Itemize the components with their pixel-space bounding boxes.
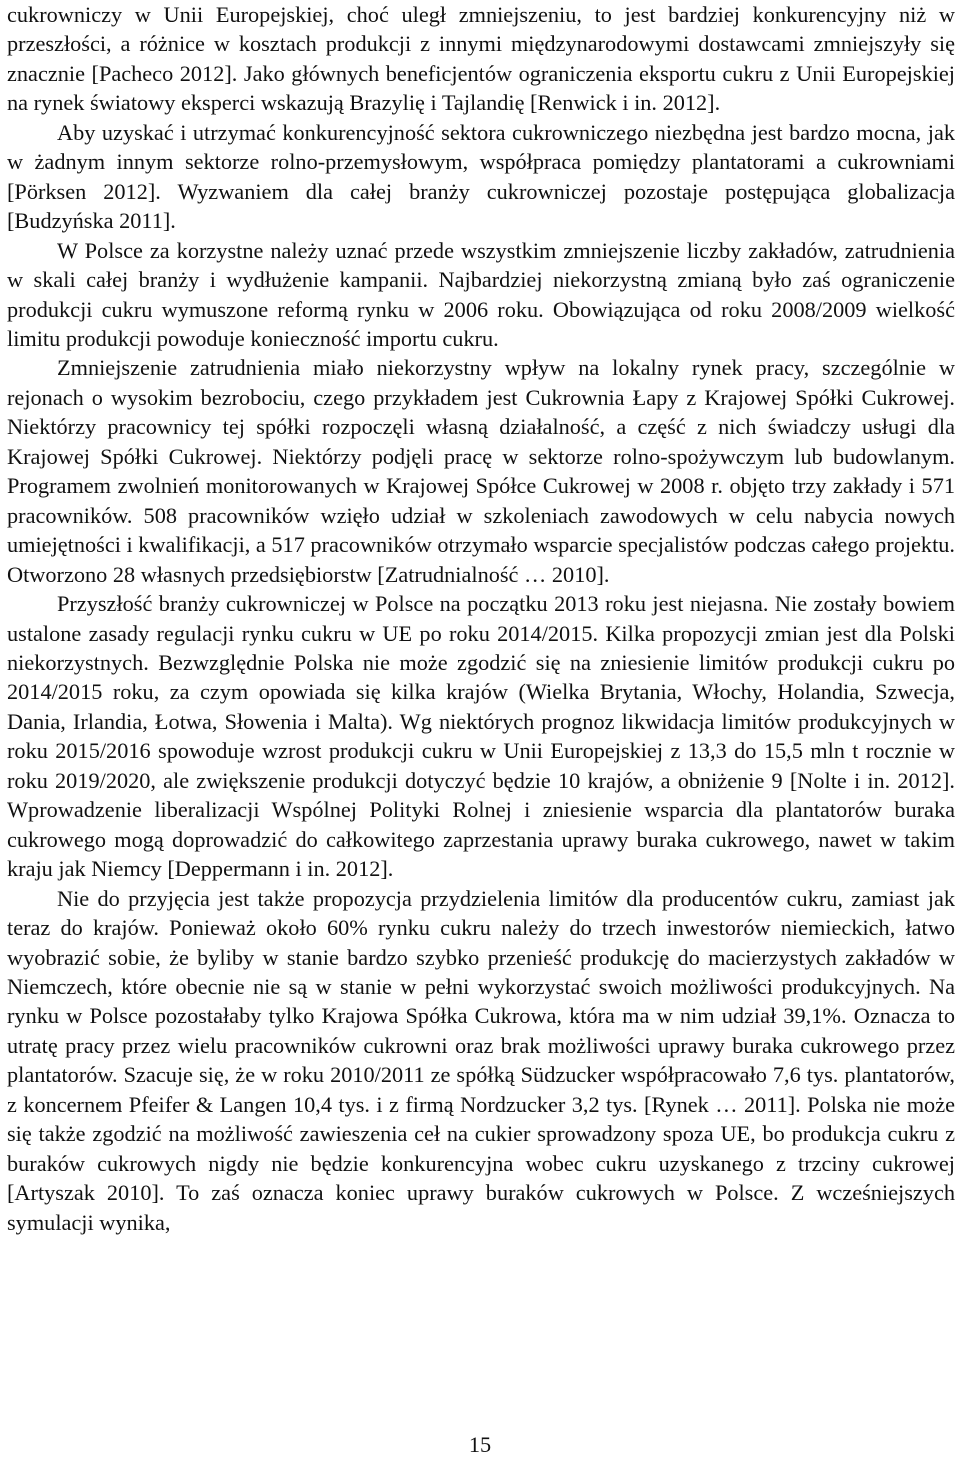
paragraph-4: Zmniejszenie zatrudnienia miało niekorzystny wpływ na lokalny rynek pracy, szczególnie w rejonach o wysokim bezrobociu, czego przykładem jest Cukrownia Łapy z Krajowej Spółki Cukrowej. Niektórzy pracownicy tej spółki rozpoczęli własną działalność, a część z nich świadczy usługi dla Krajowej Spółki Cukrowej. Niektórzy podjęli pracę w sektorze rolno-spożywczym lub budowlanym. Programem zwolnień monitorowanych w Krajowej Spółce Cukrowej w 2008 r. objęto trzy zakłady i 571 pracowników. 508 pracowników wzięło udział w szkoleniach zawodowych w celu nabycia nowych umiejętności i kwalifikacji, a 517 pracowników otrzymało wsparcie specjalistów podczas całego projektu. Otworzono 28 własnych przedsiębiorstw [Zatrudnialność … 2010]. [7, 355, 955, 587]
paragraph-1: cukrowniczy w Unii Europejskiej, choć uległ zmniejszeniu, to jest bardziej konkurencyjny niż w przeszłości, a różnice w kosztach produkcji z innymi międzynarodowymi dostawcami zmniejszyły się znacznie [Pacheco 2012]. Jako głównych beneficjentów ograniczenia eksportu cukru z Unii Europejskiej na rynek światowy eksperci wskazują Brazylię i Tajlandię [Renwick i in. 2012]. [7, 2, 955, 116]
paragraph-5: Przyszłość branży cukrowniczej w Polsce na początku 2013 roku jest niejasna. Nie zostały bowiem ustalone zasady regulacji rynku cukru w UE po roku 2014/2015. Kilka propozycji zmian jest dla Polski niekorzystnych. Bezwzględnie Polska nie może zgodzić się na zniesienie limitów produkcji cukru po 2014/2015 roku, za czym opowiada się kilka krajów (Wielka Brytania, Włochy, Holandia, Szwecja, Dania, Irlandia, Łotwa, Słowenia i Malta). Wg niektórych prognoz likwidacja limitów produkcyjnych w roku 2015/2016 spowoduje wzrost produkcji cukru w Unii Europejskiej z 13,3 do 15,5 mln t rocznie w roku 2019/2020, ale zwiększenie produkcji dotyczyć będzie 10 krajów, a obniżenie 9 [Nolte i in. 2012]. Wprowadzenie liberalizacji Wspólnej Polityki Rolnej i zniesienie wsparcia dla plantatorów buraka cukrowego mogą doprowadzić do całkowitego zaprzestania uprawy buraka cukrowego, nawet w takim kraju jak Niemcy [Deppermann i in. 2012]. [7, 591, 955, 882]
paragraph-2: Aby uzyskać i utrzymać konkurencyjność sektora cukrowniczego niezbędna jest bardzo mocna, jak w żadnym innym sektorze rolno-przemysłowym, współpraca pomiędzy plantatorami a cukrowniami [Pörksen 2012]. Wyzwaniem dla całej branży cukrowniczej pozostaje postępująca globalizacja [Budzyńska 2011]. [7, 119, 955, 234]
page-number: 15 [468, 1432, 492, 1457]
page-body [7, 0, 955, 1237]
paragraph-6: Nie do przyjęcia jest także propozycja przydzielenia limitów dla producentów cukru, zamiast jak teraz do krajów. Ponieważ około 60% rynku cukru należy do trzech inwestorów niemieckich, łatwo wyobrazić sobie, że byliby w stanie bardzo szybko przenieść produkcję do macierzystych zakładów w Niemczech, które obecnie nie są w stanie w pełni wykorzystać swoich możliwości produkcyjnych. Na rynku w Polsce pozostałaby tylko Krajowa Spółka Cukrowa, która ma w nim udział 39,1%. Oznacza to utratę pracy przez wielu pracowników cukrowni oraz brak możliwości uprawy buraka cukrowego przez plantatorów. Szacuje się, że w roku 2010/2011 ze spółką Südzucker współpracowało 7,6 tys. plantatorów, z koncernem Pfeifer & Langen 10,4 tys. i z firmą Nordzucker 3,2 tys. [Rynek … 2011]. Polska nie może się także zgodzić na możliwość zawieszenia ceł na cukier sprowadzony spoza UE, bo produkcja cukru z buraków cukrowych nigdy nie będzie konkurencyjna wobec cukru uzyskanego z trzciny cukrowej [Artyszak 2010]. To zaś oznacza koniec uprawy buraków cukrowych w Polsce. Z wcześniejszych symulacji wynika, [7, 885, 955, 1235]
paragraph-3: W Polsce za korzystne należy uznać przede wszystkim zmniejszenie liczby zakładów, zatrudnienia w skali całej branży i wydłużenie kampanii. Najbardziej niekorzystną zmianą było zaś ograniczenie produkcji cukru wymuszone reformą rynku w 2006 roku. Obowiązująca od roku 2008/2009 wielkość limitu produkcji powoduje konieczność importu cukru. [7, 237, 955, 351]
